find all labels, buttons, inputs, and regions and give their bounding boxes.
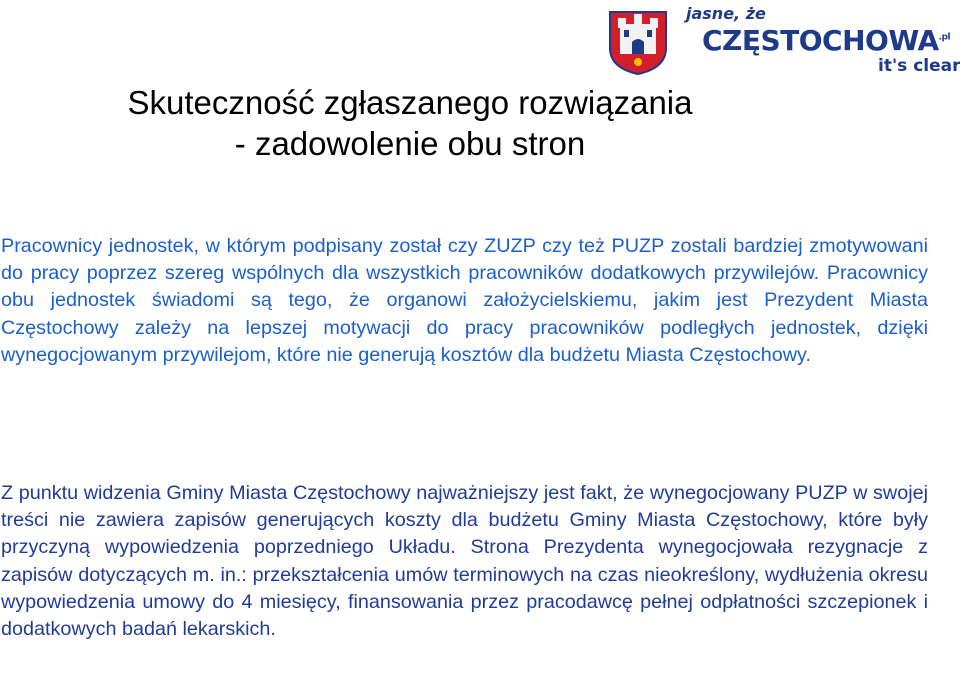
- logo-brand-suffix: .pl: [938, 32, 951, 43]
- paragraph-city-perspective: Z punktu widzenia Gminy Miasta Częstochowy najważniejszy jest fakt, że wynegocjowany PUZP w swojej treści nie zawiera zapisów generujących koszty dla budżetu Gminy Miasta Częstochowy, które były przyczyną wypowiedzenia poprzedniego Układu. Strona Prezydenta wynegocjowała rezygnacje z zapisów dotyczących m. in.: przekształcenia umów terminowych na czas nieokreślony, wydłużenia okresu wypowiedzenia umowy do 4 miesięcy, finansowania przez pracodawcę pełnej odpłatności szczepionek i dodatkowych badań lekarskich.: [1, 482, 928, 641]
- coat-of-arms-icon: [606, 8, 670, 76]
- logo-brand: [702, 24, 950, 57]
- title-line-1: Skuteczność zgłaszanego rozwiązania: [127, 84, 693, 121]
- logo-brand-text: CZĘSTOCHOWA: [702, 24, 939, 57]
- czestochowa-logo[interactable]: [606, 4, 960, 76]
- paragraph-employees-motivation: Pracownicy jednostek, w którym podpisany został czy ZUZP czy też PUZP zostali bardziej zmotywowani do pracy poprzez szereg wspólnych dla wszystkich pracowników dodatkowych przywilejów. Pracownicy obu jednostek świadomi są tego, że organowi założycielskiemu, jakim jest Prezydent Miasta Częstochowy zależy na lepszej motywacji do pracy pracowników podległych jednostek, dzięki wynegocjowanym przywilejom, które nie generują kosztów dla budżetu Miasta Częstochowy.: [1, 235, 928, 366]
- slide-title: [0, 82, 820, 164]
- logo-tagline-top: jasne, że: [686, 4, 766, 23]
- title-line-2: - zadowolenie obu stron: [234, 125, 586, 162]
- logo-tagline-bottom: it's clear: [878, 56, 960, 76]
